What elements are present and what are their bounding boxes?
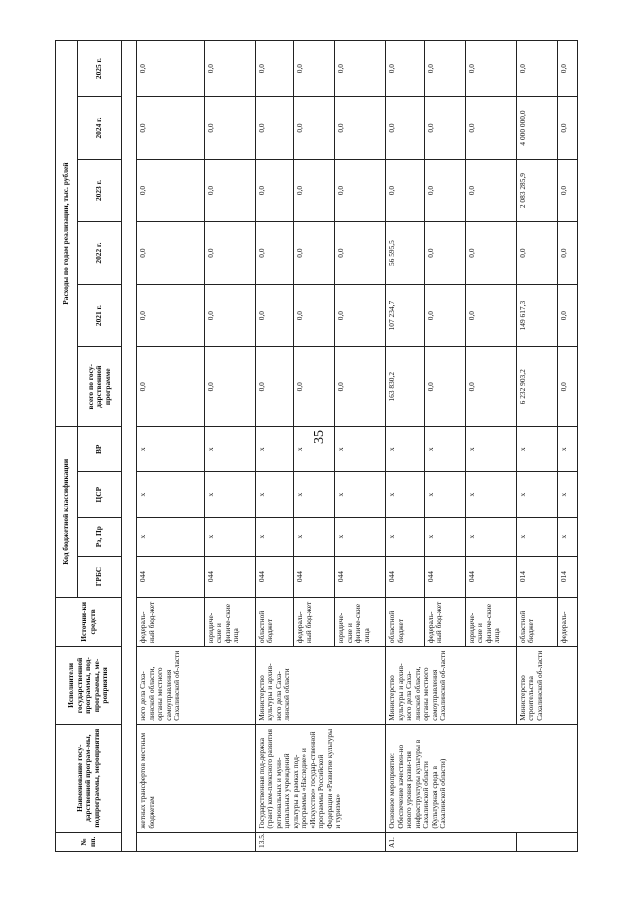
- row-grbs: 044: [255, 556, 294, 597]
- col-header-name: Наименование госу-дарственной програм-мы, подпрограммы, мероприятия: [56, 724, 122, 832]
- row-source: юридиче-ские и физиче-ские лица: [465, 597, 516, 647]
- row-number: [137, 832, 255, 851]
- row-2024: 0,0: [255, 97, 294, 160]
- row-vr: х: [255, 427, 294, 472]
- col-header-2022: 2022 г.: [78, 222, 122, 285]
- row-2024: 0,0: [424, 97, 465, 160]
- col-header-executor: Исполнители государственной программы, под-программы, ме-роприятия: [56, 647, 122, 725]
- row-total: 0,0: [424, 347, 465, 427]
- row-2025: 0,0: [516, 41, 557, 97]
- row-source: областной бюджет: [255, 597, 294, 647]
- row-total: 0,0: [294, 347, 335, 427]
- col-header-2024: 2024 г.: [78, 97, 122, 160]
- row-2024: 0,0: [557, 97, 577, 160]
- page-number: 35: [312, 430, 327, 444]
- row-name: Основное мероприятие: Обеспечение качествен-но нового уровня разви-тия инфраструктуры культуры в Сахалинской области (Культурная среда в Сахалинской области): [386, 724, 578, 832]
- row-2023: 0,0: [294, 159, 335, 222]
- budget-table-container: [55, 40, 578, 852]
- row-2023: 0,0: [465, 159, 516, 222]
- table-row: [255, 41, 294, 852]
- col-header-2023: 2023 г.: [78, 159, 122, 222]
- row-source: федераль-ный бюд-жет: [294, 597, 335, 647]
- row-rzpr: х: [294, 517, 335, 556]
- row-2021: 0,0: [204, 284, 255, 347]
- row-number: [516, 832, 577, 851]
- row-rzpr: х: [255, 517, 294, 556]
- row-2024: 4 000 000,0: [516, 97, 557, 160]
- row-2022: 0,0: [255, 222, 294, 285]
- row-rzpr: х: [386, 517, 425, 556]
- row-number: А1.: [386, 832, 517, 851]
- row-2022: 0,0: [137, 222, 204, 285]
- row-csr: х: [465, 472, 516, 517]
- row-vr: х: [294, 427, 335, 472]
- row-vr: х: [137, 427, 204, 472]
- row-2025: 0,0: [557, 41, 577, 97]
- row-rzpr: х: [424, 517, 465, 556]
- row-2023: 0,0: [424, 159, 465, 222]
- row-2024: 0,0: [335, 97, 386, 160]
- separator-row: [122, 41, 137, 852]
- row-vr: х: [516, 427, 557, 472]
- row-2025: 0,0: [137, 41, 204, 97]
- col-header-num: № пп.: [56, 832, 122, 851]
- col-header-rzpr: Рз, Пр: [78, 517, 122, 556]
- row-grbs: 044: [335, 556, 386, 597]
- row-2025: 0,0: [294, 41, 335, 97]
- row-total: 0,0: [335, 347, 386, 427]
- row-csr: х: [516, 472, 557, 517]
- col-header-total: всего по госу-дарственной программе: [78, 347, 122, 427]
- row-rzpr: х: [335, 517, 386, 556]
- col-header-vr: ВР: [78, 427, 122, 472]
- row-source: областной бюджет: [516, 597, 557, 647]
- row-2021: 0,0: [424, 284, 465, 347]
- row-grbs: 044: [204, 556, 255, 597]
- row-total: 0,0: [204, 347, 255, 427]
- row-total: 0,0: [465, 347, 516, 427]
- row-grbs: 044: [386, 556, 425, 597]
- row-csr: х: [386, 472, 425, 517]
- row-total: 0,0: [137, 347, 204, 427]
- row-2022: 0,0: [516, 222, 557, 285]
- row-vr: х: [557, 427, 577, 472]
- row-csr: х: [204, 472, 255, 517]
- table-row: [386, 41, 425, 852]
- row-2023: 2 083 285,9: [516, 159, 557, 222]
- row-executor: ного дела Саха-линской области, органы местного самоуправления Сахалинской об-ласти: [137, 647, 255, 725]
- row-source: юридиче-ские и физиче-ские лица: [204, 597, 255, 647]
- col-header-2021: 2021 г.: [78, 284, 122, 347]
- row-source: юридиче-ские и физиче-ские лица: [335, 597, 386, 647]
- row-total: 0,0: [557, 347, 577, 427]
- row-2021: 0,0: [294, 284, 335, 347]
- row-2025: 0,0: [465, 41, 516, 97]
- row-csr: х: [424, 472, 465, 517]
- row-name: жетных трансфертов местным бюджетам: [137, 724, 255, 832]
- row-total: 6 232 903,2: [516, 347, 557, 427]
- row-2025: 0,0: [335, 41, 386, 97]
- row-executor: Министерство культуры и архив-ного дела Саха-линской области: [255, 647, 386, 725]
- row-2023: 0,0: [557, 159, 577, 222]
- row-2021: 107 234,7: [386, 284, 425, 347]
- row-csr: х: [335, 472, 386, 517]
- budget-table: [55, 40, 578, 852]
- row-2025: 0,0: [204, 41, 255, 97]
- row-2021: 0,0: [465, 284, 516, 347]
- row-source: федераль-ный бюд-жет: [424, 597, 465, 647]
- row-2022: 0,0: [204, 222, 255, 285]
- row-source: федераль-: [557, 597, 577, 647]
- row-vr: х: [204, 427, 255, 472]
- row-grbs: 014: [557, 556, 577, 597]
- row-2021: 0,0: [137, 284, 204, 347]
- row-2024: 0,0: [294, 97, 335, 160]
- row-rzpr: х: [465, 517, 516, 556]
- col-header-expenses: Расходы по годам реализации, тыс. рублей: [56, 41, 78, 427]
- row-grbs: 044: [424, 556, 465, 597]
- row-total: 0,0: [255, 347, 294, 427]
- row-executor: Министерство культуры и архив-ного дела Саха-линской области, органы местного самоуправления Сахалинской об-ласти: [386, 647, 517, 725]
- row-grbs: 014: [516, 556, 557, 597]
- header-row-1: [56, 41, 78, 852]
- row-2022: 0,0: [557, 222, 577, 285]
- row-2022: 56 595,5: [386, 222, 425, 285]
- row-2025: 0,0: [424, 41, 465, 97]
- row-csr: х: [137, 472, 204, 517]
- row-2022: 0,0: [294, 222, 335, 285]
- row-rzpr: х: [557, 517, 577, 556]
- table-row: [137, 41, 204, 852]
- row-total: 163 830,2: [386, 347, 425, 427]
- col-header-2025: 2025 г.: [78, 41, 122, 97]
- row-2023: 0,0: [137, 159, 204, 222]
- col-header-budget-code: Код бюджетной классификации: [56, 427, 78, 597]
- row-csr: х: [557, 472, 577, 517]
- row-number: 13.5.: [255, 832, 386, 851]
- col-header-grbs: ГРБС: [78, 556, 122, 597]
- row-2021: 0,0: [557, 284, 577, 347]
- row-2025: 0,0: [386, 41, 425, 97]
- row-grbs: 044: [137, 556, 204, 597]
- row-rzpr: х: [137, 517, 204, 556]
- row-2023: 0,0: [335, 159, 386, 222]
- row-2025: 0,0: [255, 41, 294, 97]
- row-2021: 0,0: [255, 284, 294, 347]
- row-csr: х: [294, 472, 335, 517]
- row-2024: 0,0: [465, 97, 516, 160]
- row-2023: 0,0: [255, 159, 294, 222]
- row-rzpr: х: [516, 517, 557, 556]
- row-rzpr: х: [204, 517, 255, 556]
- row-grbs: 044: [294, 556, 335, 597]
- row-csr: х: [255, 472, 294, 517]
- col-header-csr: ЦСР: [78, 472, 122, 517]
- col-header-source: Источни-ки средств: [56, 597, 122, 647]
- row-2023: 0,0: [204, 159, 255, 222]
- row-source: федераль-ный бюд-жет: [137, 597, 204, 647]
- row-vr: х: [465, 427, 516, 472]
- row-2024: 0,0: [204, 97, 255, 160]
- row-vr: х: [424, 427, 465, 472]
- row-vr: х: [386, 427, 425, 472]
- row-name: Государственная под-держка (грант) ком-плексного развития региональных и муни-ципальных учреждений культуры в рамках под-программы «Наследие» и «Искусство» государ-ственной программы Российской Федерации «Развитие культуры и туризма»: [255, 724, 386, 832]
- row-2024: 0,0: [137, 97, 204, 160]
- row-executor: Министерство строительства Сахалинской об-ласти: [516, 647, 577, 725]
- row-2021: 0,0: [335, 284, 386, 347]
- row-source: областной бюджет: [386, 597, 425, 647]
- row-grbs: 044: [465, 556, 516, 597]
- row-2024: 0,0: [386, 97, 425, 160]
- row-2021: 149 617,3: [516, 284, 557, 347]
- row-vr: х: [335, 427, 386, 472]
- row-2022: 0,0: [424, 222, 465, 285]
- row-2023: 0,0: [386, 159, 425, 222]
- row-2022: 0,0: [335, 222, 386, 285]
- row-2022: 0,0: [465, 222, 516, 285]
